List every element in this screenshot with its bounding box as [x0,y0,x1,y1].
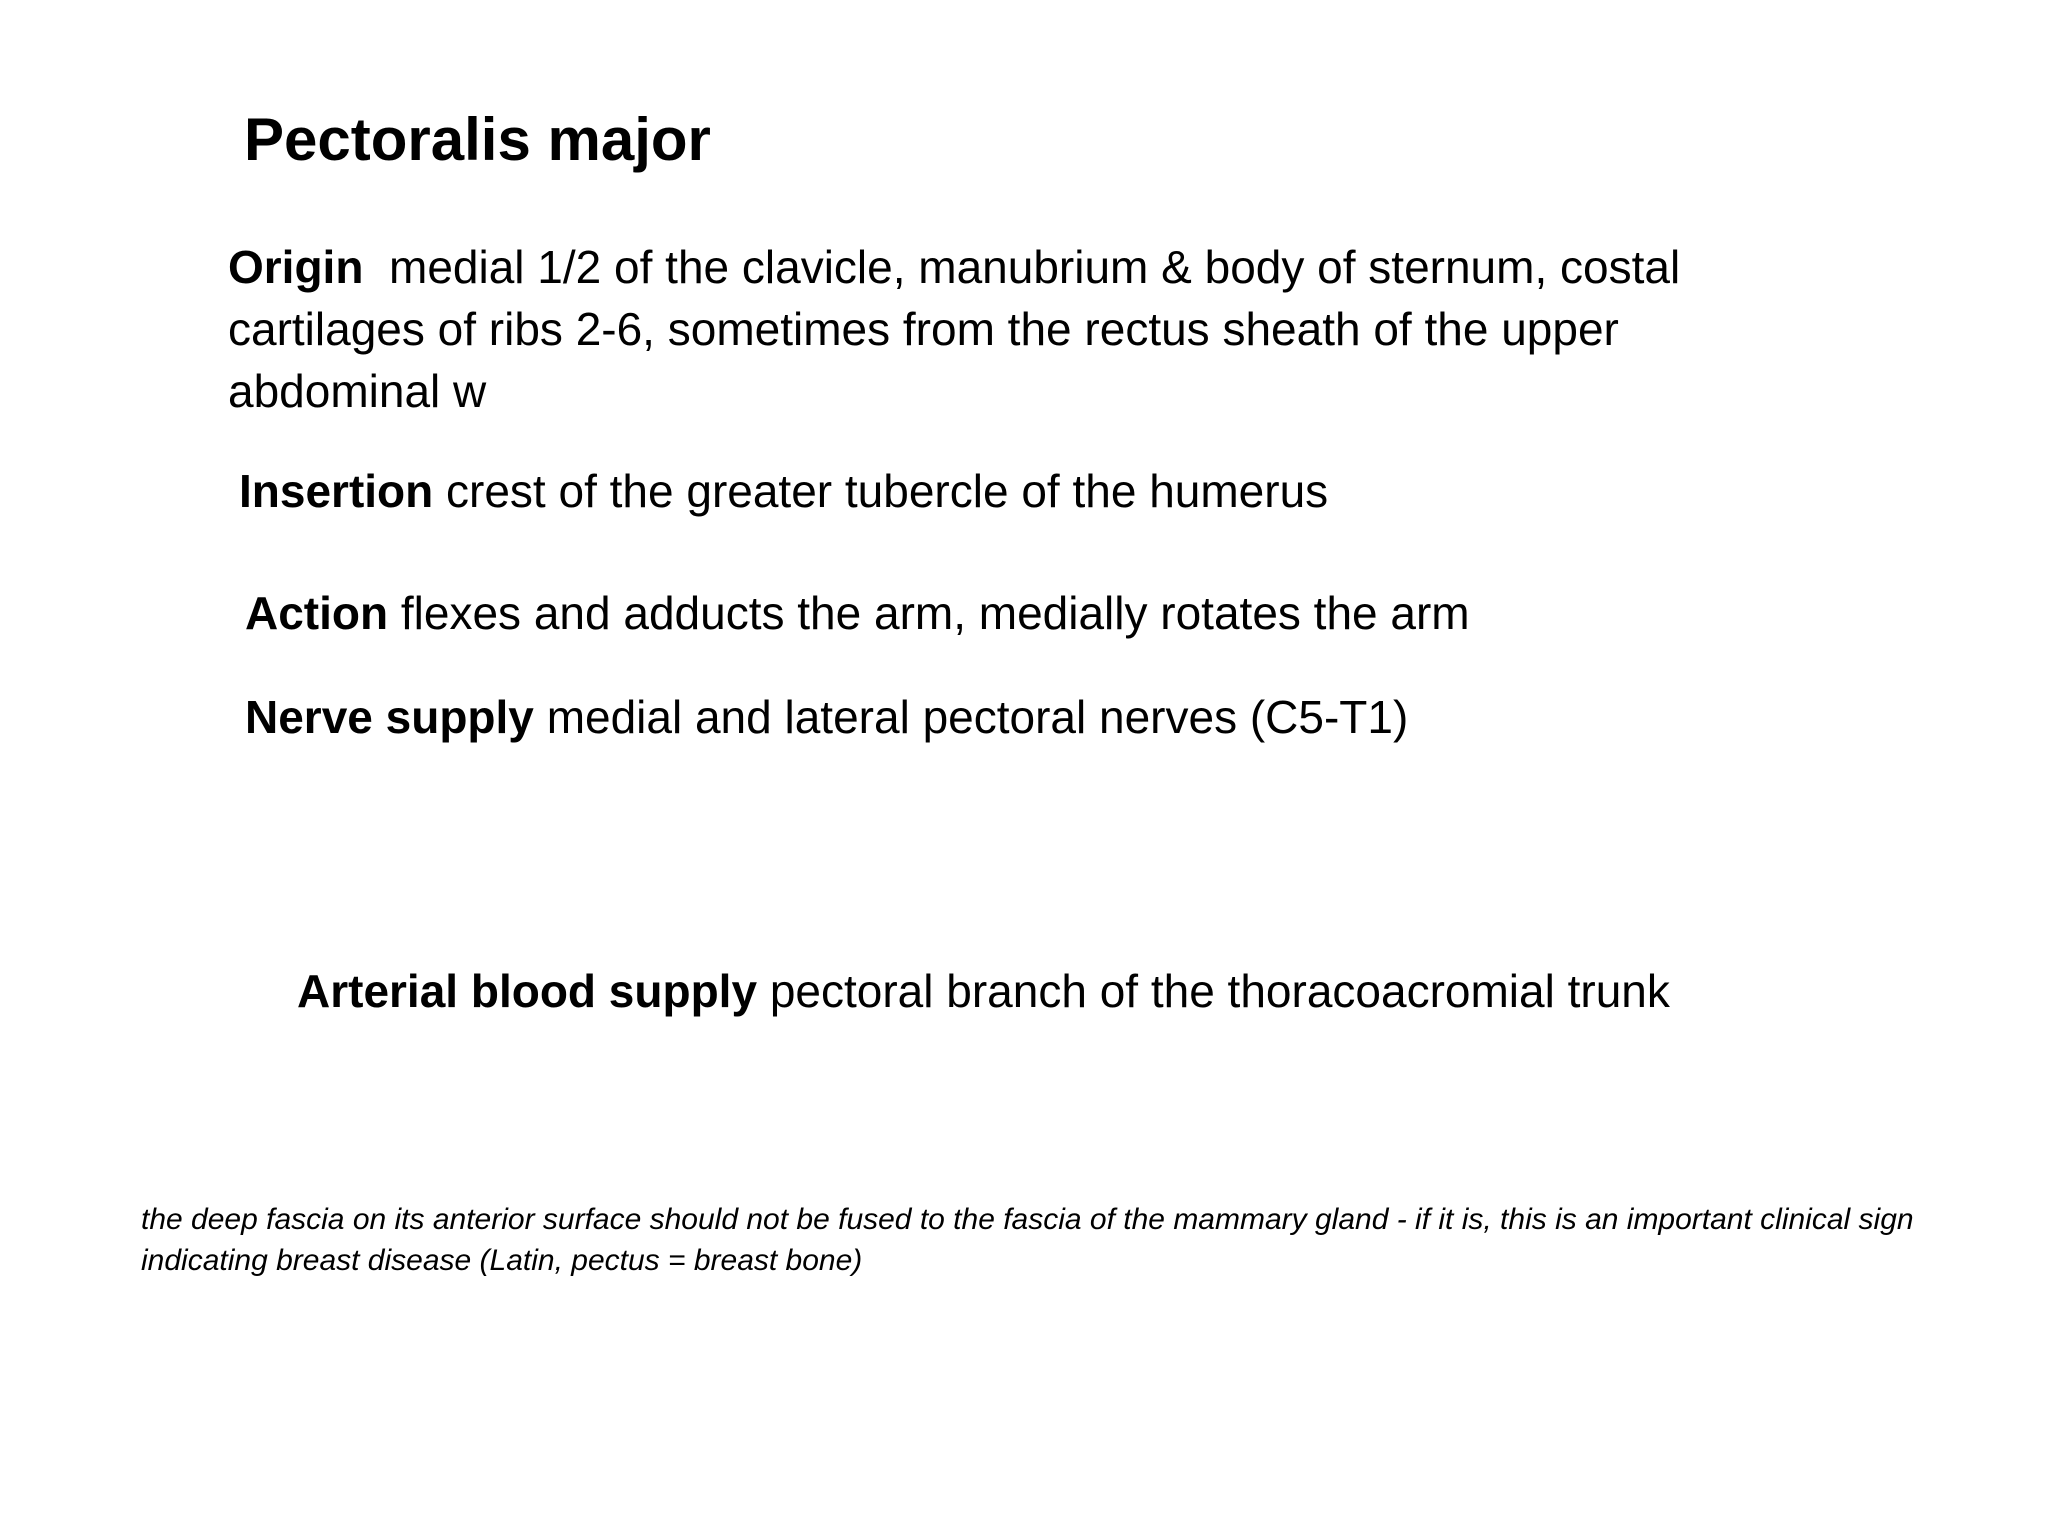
arterial-supply-label: Arterial blood supply [297,965,758,1017]
arterial-supply-paragraph [297,960,1670,1022]
insertion-label: Insertion [239,465,434,517]
action-text: flexes and adducts the arm, medially rotates the arm [400,587,1470,639]
clinical-note: the deep fascia on its anterior surface should not be fused to the fascia of the mammary gland - if it is, this is an important clinical sign indicating breast disease (Latin, pectus = breast bone) [141,1203,1914,1277]
insertion-text: crest of the greater tubercle of the humerus [446,465,1329,517]
origin-paragraph [228,236,1788,422]
origin-text: medial 1/2 of the clavicle, manubrium & body of sternum, costal cartilages of ribs 2-6, sometimes from the rectus sheath of the upper abdominal w [228,241,1681,417]
action-paragraph [245,582,1470,644]
nerve-supply-text: medial and lateral pectoral nerves (C5-T1) [546,691,1409,743]
slide-title: Pectoralis major [244,106,711,173]
action-label: Action [245,587,389,639]
nerve-supply-paragraph [245,686,1408,748]
insertion-paragraph [239,460,1328,522]
nerve-supply-label: Nerve supply [245,691,534,743]
origin-label: Origin [228,241,364,293]
arterial-supply-text: pectoral branch of the thoracoacromial trunk [769,965,1670,1017]
